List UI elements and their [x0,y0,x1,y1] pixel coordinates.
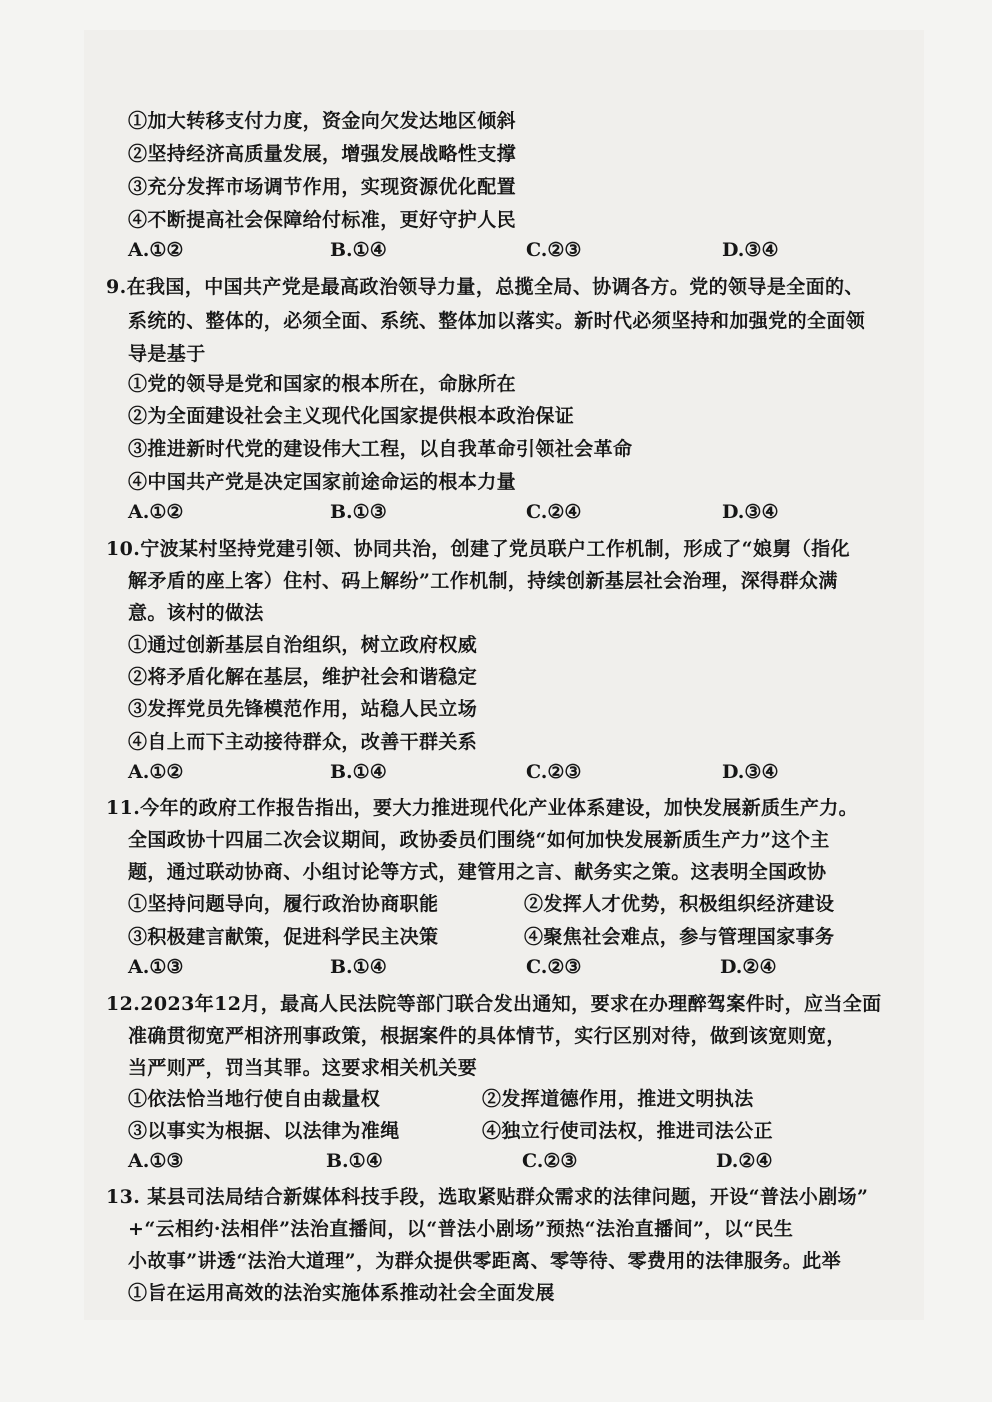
q8-choice-a: A.①② [128,239,184,261]
q11-option-2: ②发挥人才优势，积极组织经济建设 [524,893,835,915]
q9-stem-line-3: 导是基于 [128,343,206,365]
q10-choice-d: D.③④ [722,761,779,783]
q10-stem-line-2: 解矛盾的座上客）住村、码上解纷”工作机制，持续创新基层社会治理，深得群众满 [128,570,838,592]
q9-option-2: ②为全面建设社会主义现代化国家提供根本政治保证 [128,405,575,427]
q10-stem-line-3: 意。该村的做法 [128,602,264,624]
q10-option-3: ③发挥党员先锋模范作用，站稳人民立场 [128,698,478,720]
q11-choice-d: D.②④ [720,956,777,978]
q12-option-3: ③以事实为根据、以法律为准绳 [128,1120,400,1142]
q10-option-2: ②将矛盾化解在基层，维护社会和谐稳定 [128,666,478,688]
q9-stem-line-2: 系统的、整体的，必须全面、系统、整体加以落实。新时代必须坚持和加强党的全面领 [128,310,866,332]
q10-option-1: ①通过创新基层自治组织，树立政府权威 [128,634,478,656]
q9-option-3: ③推进新时代党的建设伟大工程，以自我革命引领社会革命 [128,438,633,460]
q11-stem-line-3: 题，通过联动协商、小组讨论等方式，建管用之言、献务实之策。这表明全国政协 [128,861,827,883]
q9-choice-a: A.①② [128,501,184,523]
q11-option-1: ①坚持问题导向，履行政治协商职能 [128,893,439,915]
q12-choice-b: B.①④ [326,1150,383,1172]
q10-stem-line-1: 10.宁波某村坚持党建引领、协同共治，创建了党员联户工作机制，形成了“娘舅（指化 [106,538,850,560]
q8-choice-d: D.③④ [722,239,779,261]
q12-option-1: ①依法恰当地行使自由裁量权 [128,1088,381,1110]
q9-stem-line-1: 9.在我国，中国共产党是最高政治领导力量，总揽全局、协调各方。党的领导是全面的、 [106,276,864,298]
q12-stem-line-3: 当严则严，罚当其罪。这要求相关机关要 [128,1057,478,1079]
q12-choice-c: C.②③ [522,1150,578,1172]
q8-option-1: ①加大转移支付力度，资金向欠发达地区倾斜 [128,110,517,132]
q12-choice-d: D.②④ [716,1150,773,1172]
q8-option-3: ③充分发挥市场调节作用，实现资源优化配置 [128,176,517,198]
q9-choice-c: C.②④ [526,501,582,523]
q13-stem-line-2: +“云相约·法相伴”法治直播间，以“普法小剧场”预热“法治直播间”，以“民生 [128,1218,794,1240]
q9-option-4: ④中国共产党是决定国家前途命运的根本力量 [128,471,517,493]
q11-stem-line-1: 11.今年的政府工作报告指出，要大力推进现代化产业体系建设，加快发展新质生产力。 [106,797,859,819]
q10-choice-c: C.②③ [526,761,582,783]
q11-option-4: ④聚焦社会难点，参与管理国家事务 [524,926,835,948]
q9-choice-b: B.①③ [330,501,387,523]
q9-choice-d: D.③④ [722,501,779,523]
q9-option-1: ①党的领导是党和国家的根本所在，命脉所在 [128,373,517,395]
q8-option-4: ④不断提高社会保障给付标准，更好守护人民 [128,209,517,231]
q8-choice-b: B.①④ [330,239,387,261]
q11-choice-a: A.①③ [128,956,184,978]
q11-choice-c: C.②③ [526,956,582,978]
q12-stem-line-1: 12.2023年12月，最高人民法院等部门联合发出通知，要求在办理醉驾案件时，应当全面 [106,993,882,1015]
q8-option-2: ②坚持经济高质量发展，增强发展战略性支撑 [128,143,517,165]
q8-choice-c: C.②③ [526,239,582,261]
q13-option-1: ①旨在运用高效的法治实施体系推动社会全面发展 [128,1282,555,1304]
q11-stem-line-2: 全国政协十四届二次会议期间，政协委员们围绕“如何加快发展新质生产力”这个主 [128,829,830,851]
q11-choice-b: B.①④ [330,956,387,978]
q12-choice-a: A.①③ [128,1150,184,1172]
q10-choice-b: B.①④ [330,761,387,783]
q10-option-4: ④自上而下主动接待群众，改善干群关系 [128,731,478,753]
q13-stem-line-3: 小故事”讲透“法治大道理”，为群众提供零距离、零等待、零费用的法律服务。此举 [128,1250,841,1272]
q11-option-3: ③积极建言献策，促进科学民主决策 [128,926,439,948]
q12-option-2: ②发挥道德作用，推进文明执法 [482,1088,754,1110]
q13-stem-line-1: 13. 某县司法局结合新媒体科技手段，选取紧贴群众需求的法律问题，开设“普法小剧场” [106,1186,869,1208]
q10-choice-a: A.①② [128,761,184,783]
q12-option-4: ④独立行使司法权，推进司法公正 [482,1120,774,1142]
q12-stem-line-2: 准确贯彻宽严相济刑事政策，根据案件的具体情节，实行区别对待，做到该宽则宽， [128,1025,846,1047]
